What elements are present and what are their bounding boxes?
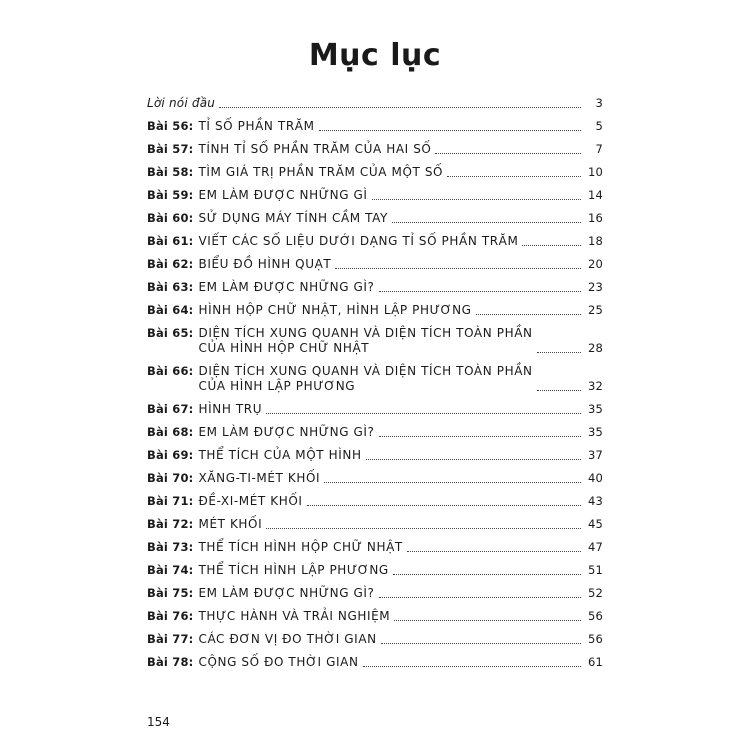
lesson-number: Bài 60:: [147, 211, 194, 225]
lesson-title: [193, 280, 374, 295]
lesson-title-line: Lời nói đầu: [147, 96, 216, 110]
lesson-title: [193, 586, 374, 601]
lesson-title-line: ĐỀ-XI-MÉT KHỐI: [198, 494, 303, 508]
lesson-title: [193, 211, 387, 226]
page-number: 154: [147, 715, 170, 729]
dot-leader: [379, 435, 581, 437]
entry-page-number: 23: [587, 280, 603, 294]
lesson-number: Bài 64:: [147, 303, 194, 317]
dot-leader: [335, 267, 581, 269]
lesson-number: Bài 68:: [147, 425, 194, 439]
toc-entry: [147, 471, 603, 486]
toc-entry: [147, 632, 603, 647]
page-title: Mục lục: [308, 38, 442, 73]
entry-page-number: 5: [595, 119, 603, 133]
lesson-title-line: HÌNH HỘP CHỮ NHẬT, HÌNH LẬP PHƯƠNG: [198, 303, 472, 317]
dot-leader: [379, 596, 581, 598]
lesson-title: [193, 188, 367, 203]
toc-entry-label: [147, 425, 375, 440]
dot-leader: [363, 665, 581, 667]
toc-entry: [147, 119, 603, 134]
lesson-title: [193, 326, 532, 356]
entry-page-number: 43: [587, 494, 603, 508]
entry-page-number: 35: [587, 402, 603, 416]
entry-page-number: 20: [587, 257, 603, 271]
lesson-title: [193, 517, 262, 532]
toc-entry: [147, 448, 603, 463]
toc-entry-label: [147, 165, 443, 180]
entry-page-number: 3: [595, 96, 603, 110]
toc-entry-label: [147, 142, 431, 157]
lesson-title-line: THỂ TÍCH CỦA MỘT HÌNH: [198, 448, 362, 462]
toc-entry: [147, 188, 603, 203]
dot-leader: [407, 550, 581, 552]
lesson-title-line: CÁC ĐƠN VỊ ĐO THỜI GIAN: [198, 632, 377, 646]
dot-leader: [381, 642, 581, 644]
entry-page-number: 16: [587, 211, 603, 225]
lesson-title: [193, 448, 361, 463]
lesson-title-line: THỂ TÍCH HÌNH LẬP PHƯƠNG: [198, 563, 389, 577]
lesson-title: [193, 119, 314, 134]
toc-entry-label: [147, 326, 533, 356]
toc-entry-label: [147, 234, 518, 249]
toc-entry-label: [147, 563, 389, 578]
toc-entry: [147, 364, 603, 394]
lesson-number: Bài 65:: [147, 326, 194, 340]
dot-leader: [392, 221, 581, 223]
toc-entry: [147, 586, 603, 601]
lesson-title: [193, 632, 376, 647]
toc-entry-label: [147, 364, 533, 394]
lesson-title: [193, 425, 374, 440]
lesson-number: Bài 62:: [147, 257, 194, 271]
dot-leader: [435, 152, 581, 154]
dot-leader: [219, 106, 581, 108]
lesson-title: [193, 303, 471, 318]
lesson-title-line: CỘNG SỐ ĐO THỜI GIAN: [198, 655, 359, 669]
dot-leader: [537, 351, 581, 353]
toc-entry: [147, 540, 603, 555]
toc-entry: [147, 563, 603, 578]
entry-page-number: 7: [595, 142, 603, 156]
entry-page-number: 28: [587, 341, 603, 355]
dot-leader: [447, 175, 581, 177]
lesson-number: Bài 76:: [147, 609, 194, 623]
toc-entry: [147, 165, 603, 180]
toc-entry-label: [147, 303, 472, 318]
lesson-number: Bài 71:: [147, 494, 194, 508]
dot-leader: [324, 481, 581, 483]
dot-leader: [476, 313, 581, 315]
lesson-number: Bài 63:: [147, 280, 194, 294]
toc-entry-label: [147, 540, 403, 555]
lesson-title-line: CỦA HÌNH HỘP CHỮ NHẬT: [198, 341, 370, 355]
toc-entry: [147, 655, 603, 670]
lesson-title: [193, 471, 320, 486]
toc-entry: [147, 609, 603, 624]
toc-entry: [147, 142, 603, 157]
toc-entry: [147, 517, 603, 532]
lesson-number: Bài 56:: [147, 119, 194, 133]
lesson-title-line: DIỆN TÍCH XUNG QUANH VÀ DIỆN TÍCH TOÀN PHẦN: [198, 364, 533, 378]
toc-entry-label: [147, 96, 215, 111]
lesson-title-line: HÌNH TRỤ: [198, 402, 263, 416]
toc-entry: [147, 280, 603, 295]
dot-leader: [366, 458, 581, 460]
dot-leader: [372, 198, 581, 200]
lesson-title-line: THỰC HÀNH VÀ TRẢI NGHIỆM: [198, 609, 391, 623]
dot-leader: [537, 389, 581, 391]
toc-entry: [147, 402, 603, 417]
entry-page-number: 14: [587, 188, 603, 202]
lesson-number: Bài 69:: [147, 448, 194, 462]
toc-entry-label: [147, 632, 377, 647]
entry-page-number: 52: [587, 586, 603, 600]
entry-page-number: 56: [587, 632, 603, 646]
entry-page-number: 18: [587, 234, 603, 248]
table-of-contents: [147, 96, 603, 678]
lesson-title: [193, 655, 358, 670]
dot-leader: [393, 573, 581, 575]
lesson-title-line: DIỆN TÍCH XUNG QUANH VÀ DIỆN TÍCH TOÀN PHẦN: [198, 326, 533, 340]
lesson-number: Bài 67:: [147, 402, 194, 416]
lesson-title-line: VIẾT CÁC SỐ LIỆU DƯỚI DẠNG TỈ SỐ PHẦN TRĂM: [198, 234, 519, 248]
lesson-title: [193, 402, 262, 417]
lesson-title: [193, 364, 532, 394]
lesson-title-line: TÌM GIÁ TRỊ PHẦN TRĂM CỦA MỘT SỐ: [198, 165, 444, 179]
lesson-number: Bài 66:: [147, 364, 194, 378]
toc-entry: [147, 211, 603, 226]
entry-page-number: 56: [587, 609, 603, 623]
entry-page-number: 10: [587, 165, 603, 179]
lesson-number: Bài 70:: [147, 471, 194, 485]
lesson-number: Bài 77:: [147, 632, 194, 646]
lesson-title-line: EM LÀM ĐƯỢC NHỮNG GÌ?: [198, 586, 375, 600]
lesson-title-line: SỬ DỤNG MÁY TÍNH CẦM TAY: [198, 211, 388, 225]
lesson-title: [147, 96, 215, 111]
lesson-title-line: BIỂU ĐỒ HÌNH QUẠT: [198, 257, 332, 271]
lesson-title-line: EM LÀM ĐƯỢC NHỮNG GÌ: [198, 188, 368, 202]
toc-entry-label: [147, 494, 303, 509]
lesson-title-line: THỂ TÍCH HÌNH HỘP CHỮ NHẬT: [198, 540, 403, 554]
entry-page-number: 45: [587, 517, 603, 531]
lesson-title: [193, 257, 331, 272]
lesson-title: [193, 142, 431, 157]
toc-entry-label: [147, 586, 375, 601]
toc-entry: [147, 257, 603, 272]
toc-entry: [147, 234, 603, 249]
toc-entry-label: [147, 402, 262, 417]
toc-entry: [147, 303, 603, 318]
lesson-title: [193, 494, 302, 509]
toc-entry-label: [147, 257, 331, 272]
dot-leader: [266, 412, 581, 414]
lesson-number: Bài 78:: [147, 655, 194, 669]
entry-page-number: 51: [587, 563, 603, 577]
entry-page-number: 37: [587, 448, 603, 462]
toc-entry-label: [147, 609, 390, 624]
dot-leader: [522, 244, 581, 246]
lesson-number: Bài 57:: [147, 142, 194, 156]
entry-page-number: 32: [587, 379, 603, 393]
toc-entry: [147, 425, 603, 440]
toc-entry-label: [147, 517, 262, 532]
lesson-title-line: EM LÀM ĐƯỢC NHỮNG GÌ?: [198, 280, 375, 294]
toc-entry-label: [147, 211, 388, 226]
toc-entry: [147, 326, 603, 356]
toc-entry-label: [147, 280, 375, 295]
lesson-title-line: XĂNG-TI-MÉT KHỐI: [198, 471, 321, 485]
lesson-title-line: TÍNH TỈ SỐ PHẦN TRĂM CỦA HAI SỐ: [198, 142, 432, 156]
lesson-number: Bài 59:: [147, 188, 194, 202]
dot-leader: [379, 290, 581, 292]
entry-page-number: 47: [587, 540, 603, 554]
lesson-number: Bài 72:: [147, 517, 194, 531]
lesson-title-line: TỈ SỐ PHẦN TRĂM: [198, 119, 315, 133]
entry-page-number: 40: [587, 471, 603, 485]
dot-leader: [266, 527, 581, 529]
lesson-number: Bài 61:: [147, 234, 194, 248]
lesson-title-line: EM LÀM ĐƯỢC NHỮNG GÌ?: [198, 425, 375, 439]
entry-page-number: 35: [587, 425, 603, 439]
lesson-title: [193, 540, 402, 555]
lesson-title: [193, 563, 388, 578]
toc-entry: [147, 494, 603, 509]
lesson-title-line: CỦA HÌNH LẬP PHƯƠNG: [198, 379, 356, 393]
toc-entry: [147, 96, 603, 111]
toc-entry-label: [147, 655, 359, 670]
lesson-number: Bài 73:: [147, 540, 194, 554]
dot-leader: [394, 619, 581, 621]
lesson-title: [193, 234, 518, 249]
toc-entry-label: [147, 471, 320, 486]
lesson-title: [193, 165, 443, 180]
lesson-title-line: MÉT KHỐI: [198, 517, 263, 531]
toc-entry-label: [147, 188, 368, 203]
lesson-number: Bài 75:: [147, 586, 194, 600]
lesson-number: Bài 74:: [147, 563, 194, 577]
lesson-number: Bài 58:: [147, 165, 194, 179]
entry-page-number: 61: [587, 655, 603, 669]
toc-entry-label: [147, 119, 315, 134]
dot-leader: [307, 504, 581, 506]
entry-page-number: 25: [587, 303, 603, 317]
toc-entry-label: [147, 448, 362, 463]
lesson-title: [193, 609, 390, 624]
dot-leader: [319, 129, 581, 131]
